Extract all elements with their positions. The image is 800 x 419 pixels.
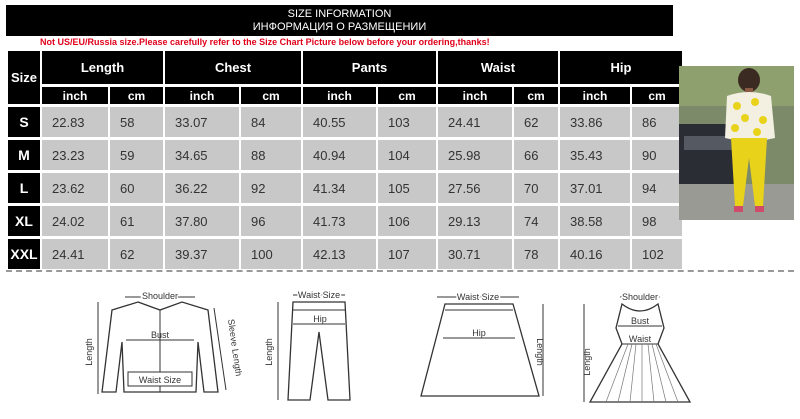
value-cell: 22.83 (42, 107, 108, 137)
shirt-shoulder-label: Shoulder (141, 291, 179, 301)
value-cell: 102 (632, 239, 682, 269)
unit-cm: cm (378, 87, 436, 104)
size-header: Size (8, 51, 40, 104)
size-label: XL (8, 206, 40, 236)
size-row-l (8, 173, 682, 203)
value-cell: 104 (378, 140, 436, 170)
dress-bust-label: Bust (630, 316, 650, 326)
unit-cm: cm (241, 87, 301, 104)
value-cell: 90 (632, 140, 682, 170)
size-row-xxl (8, 239, 682, 269)
value-cell: 34.65 (165, 140, 239, 170)
banner-title: SIZE INFORMATION (287, 8, 392, 20)
size-label: S (8, 107, 40, 137)
value-cell: 61 (110, 206, 163, 236)
pants-header: Pants (303, 51, 436, 84)
value-cell: 41.73 (303, 206, 376, 236)
pants-length-label: Length (264, 338, 274, 366)
value-cell: 98 (632, 206, 682, 236)
size-row-xl (8, 206, 682, 236)
value-cell: 29.13 (438, 206, 512, 236)
unit-inch: inch (438, 87, 512, 104)
value-cell: 105 (378, 173, 436, 203)
unit-inch: inch (42, 87, 108, 104)
value-cell: 60 (110, 173, 163, 203)
value-cell: 41.34 (303, 173, 376, 203)
value-cell: 24.41 (42, 239, 108, 269)
value-cell: 24.41 (438, 107, 512, 137)
dress-length-label: Length (582, 348, 592, 376)
size-row-m (8, 140, 682, 170)
value-cell: 38.58 (560, 206, 630, 236)
unit-inch: inch (560, 87, 630, 104)
value-cell: 40.55 (303, 107, 376, 137)
skirt-diagram (415, 282, 555, 413)
skirt-length-label: Length (535, 338, 545, 366)
unit-cm: cm (110, 87, 163, 104)
value-cell: 37.01 (560, 173, 630, 203)
value-cell: 59 (110, 140, 163, 170)
value-cell: 96 (241, 206, 301, 236)
size-label: XXL (8, 239, 40, 269)
chest-header: Chest (165, 51, 301, 84)
size-info-banner (6, 5, 673, 36)
value-cell: 106 (378, 206, 436, 236)
value-cell: 103 (378, 107, 436, 137)
value-cell: 92 (241, 173, 301, 203)
value-cell: 40.94 (303, 140, 376, 170)
unit-cm: cm (514, 87, 558, 104)
banner-title-ru: ИНФОРМАЦИЯ О РАЗМЕЩЕНИИ (252, 21, 427, 33)
value-cell: 42.13 (303, 239, 376, 269)
value-cell: 88 (241, 140, 301, 170)
pants-waist-label: Waist Size (297, 290, 341, 300)
value-cell: 94 (632, 173, 682, 203)
value-cell: 100 (241, 239, 301, 269)
value-cell: 23.23 (42, 140, 108, 170)
value-cell: 58 (110, 107, 163, 137)
value-cell: 33.07 (165, 107, 239, 137)
shirt-bust-label: Bust (150, 330, 170, 340)
skirt-hip-label: Hip (472, 328, 486, 338)
dress-shoulder-label: Shoulder (621, 292, 659, 302)
shirt-sleeve-label: Sleeve Length (226, 318, 244, 377)
skirt-waist-label: Waist Size (456, 292, 500, 302)
size-chart-table (6, 48, 684, 272)
unit-cm: cm (632, 87, 682, 104)
value-cell: 27.56 (438, 173, 512, 203)
shirt-waist-label: Waist Size (138, 375, 182, 385)
value-cell: 37.80 (165, 206, 239, 236)
length-header: Length (42, 51, 163, 84)
value-cell: 33.86 (560, 107, 630, 137)
unit-inch: inch (165, 87, 239, 104)
unit-inch: inch (303, 87, 376, 104)
size-label: M (8, 140, 40, 170)
value-cell: 35.43 (560, 140, 630, 170)
pants-hip-label: Hip (313, 314, 327, 324)
value-cell: 84 (241, 107, 301, 137)
pants-diagram (258, 282, 358, 413)
value-cell: 62 (110, 239, 163, 269)
waist-header: Waist (438, 51, 558, 84)
shirt-length-label: Length (84, 338, 94, 366)
value-cell: 40.16 (560, 239, 630, 269)
value-cell: 74 (514, 206, 558, 236)
value-cell: 70 (514, 173, 558, 203)
size-notice: Not US/EU/Russia size.Please carefully refer to the Size Chart Picture below before your ordering,thanks! (40, 37, 490, 47)
value-cell: 39.37 (165, 239, 239, 269)
value-cell: 78 (514, 239, 558, 269)
value-cell: 66 (514, 140, 558, 170)
section-divider (6, 270, 794, 272)
value-cell: 62 (514, 107, 558, 137)
hip-header: Hip (560, 51, 682, 84)
value-cell: 30.71 (438, 239, 512, 269)
value-cell: 24.02 (42, 206, 108, 236)
value-cell: 36.22 (165, 173, 239, 203)
size-row-s (8, 107, 682, 137)
value-cell: 107 (378, 239, 436, 269)
size-label: L (8, 173, 40, 203)
shirt-diagram (78, 282, 248, 413)
value-cell: 86 (632, 107, 682, 137)
product-photo (679, 66, 794, 220)
value-cell: 25.98 (438, 140, 512, 170)
dress-waist-label: Waist (628, 334, 652, 344)
dress-diagram (578, 282, 708, 417)
value-cell: 23.62 (42, 173, 108, 203)
